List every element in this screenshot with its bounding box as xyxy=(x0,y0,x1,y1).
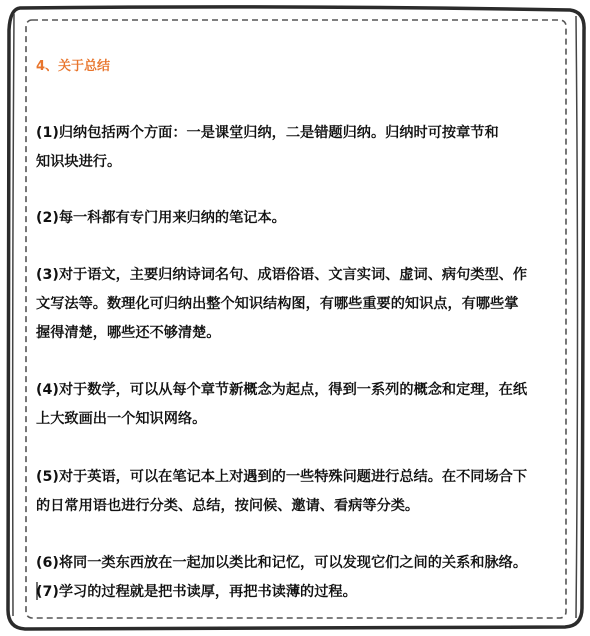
paragraph-6 xyxy=(36,549,556,578)
paragraph-3-line-1: (3)对于语文，主要归纳诗词名句、成语俗语、文言实词、虚词、病句类型、作 xyxy=(36,267,528,283)
paragraph-2 xyxy=(36,204,556,233)
paragraph-4-line-2: 上大致画出一个知识网络。 xyxy=(36,411,207,427)
paragraph-5-line-1: (5)对于英语，可以在笔记本上对遇到的一些特殊问题进行总结。在不同场合下 xyxy=(36,469,528,485)
paragraph-2-line-1: (2)每一科都有专门用来归纳的笔记本。 xyxy=(36,210,286,226)
paragraph-3 xyxy=(36,261,556,348)
paragraph-4 xyxy=(36,376,556,434)
paragraph-1-line-2: 知识块进行。 xyxy=(36,154,122,170)
paragraph-7-line-1: (7)学习的过程就是把书读厚，再把书读薄的过程。 xyxy=(36,584,357,600)
paragraph-1 xyxy=(36,119,556,177)
paragraph-4-line-1: (4)对于数学，可以从每个章节新概念为起点，得到一系列的概念和定理，在纸 xyxy=(36,382,528,398)
section-heading: 4、关于总结 xyxy=(36,59,111,74)
paragraph-3-line-3: 握得清楚，哪些还不够清楚。 xyxy=(36,325,221,341)
paragraph-5 xyxy=(36,463,556,521)
paragraph-5-line-2: 的日常用语也进行分类、总结，按问候、邀请、看病等分类。 xyxy=(36,498,420,514)
paragraph-3-line-2: 文写法等。数理化可归纳出整个知识结构图，有哪些重要的知识点，有哪些掌 xyxy=(36,296,519,312)
summary-section xyxy=(36,58,556,600)
paragraph-6-line-1: (6)将同一类东西放在一起加以类比和记忆，可以发现它们之间的关系和脉络。 xyxy=(36,555,528,571)
paragraph-1-line-1: (1)归纳包括两个方面：一是课堂归纳，二是错题归纳。归纳时可按章节和 xyxy=(36,125,499,141)
paragraph-7 xyxy=(36,578,556,607)
